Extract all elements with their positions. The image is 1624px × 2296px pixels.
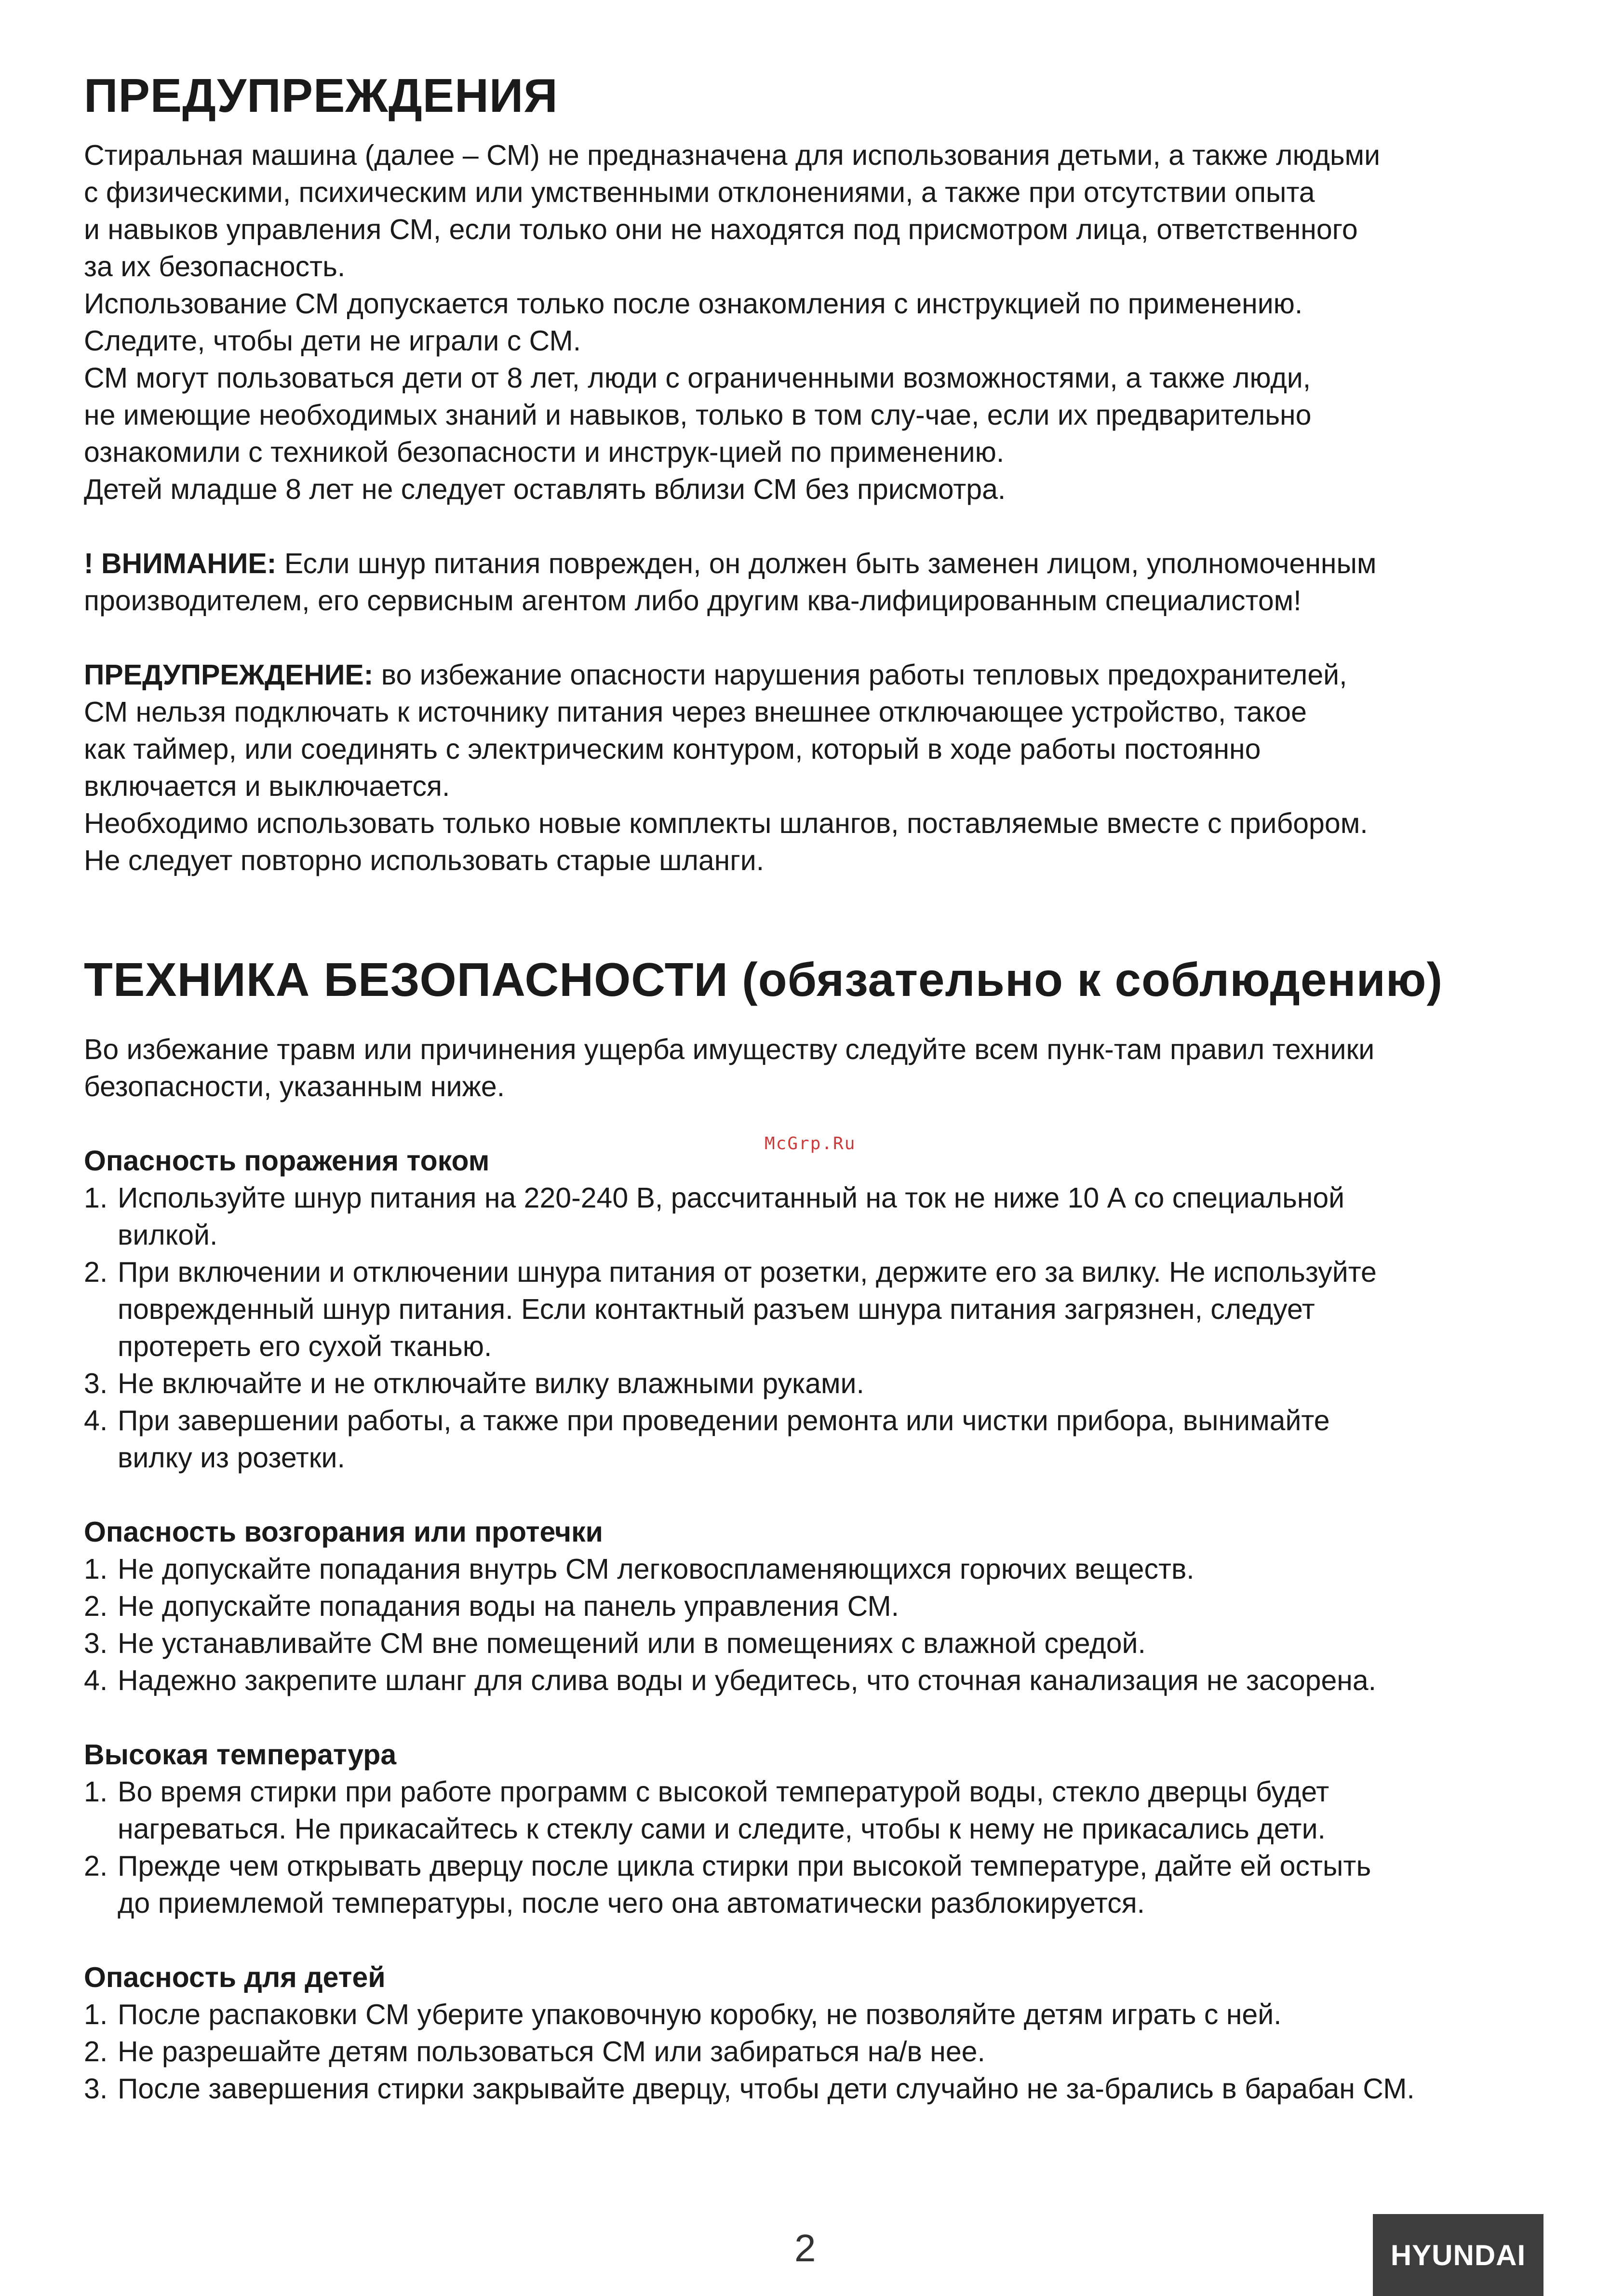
list-item-number: 4.	[84, 1665, 108, 1697]
list-item-text: При включении и отключении шнура питания от розетки, держите его за вилку. Не используйте поврежденный шнур питания. Если контактный разъем шнура питания загрязнен, следует протереть его сухой тканью.	[118, 1256, 1377, 1363]
safety-intro: Во избежание травм или причинения ущерба имуществу следуйте всем пунк-там правил техники безопасности, указанным ниже.	[84, 1034, 1375, 1103]
list-item-text: После завершения стирки закрывайте дверцу, чтобы дети случайно не за-брались в барабан СМ.	[118, 2073, 1415, 2105]
list-item-text: Не включайте и не отключайте вилку влажными руками.	[118, 1368, 864, 1400]
list-item-text: Не устанавливайте СМ вне помещений или в помещениях с влажной средой.	[118, 1627, 1146, 1660]
list-item-number: 1.	[84, 1999, 108, 2031]
warning-text: во избежание опасности нарушения работы тепловых предохранителей, СМ нельзя подключать к источнику питания через внешнее отключающее устройство, такое как таймер, или соединять с электрическим контуром, который в ходе работы постоянно включается и выключается. Необходимо использовать только новые комплекты шлангов, поставляемые вместе с прибором. Не следует повторно использовать старые шланги.	[84, 658, 1368, 876]
document-page	[84, 67, 1559, 2108]
list-item-text: Надежно закрепите шланг для слива воды и убедитесь, что сточная канализация не засорена.	[118, 1665, 1377, 1697]
list-item-number: 2.	[84, 2036, 108, 2068]
list-item-number: 2.	[84, 1256, 108, 1289]
spacer	[84, 1699, 1559, 1736]
attention-label: ! ВНИМАНИЕ:	[84, 547, 277, 579]
list-item-number: 1.	[84, 1182, 108, 1214]
list-item-text: Используйте шнур питания на 220-240 В, рассчитанный на ток не ниже 10 А со специальной вилкой.	[118, 1182, 1345, 1251]
spacer	[84, 1477, 1559, 1514]
spacer	[84, 508, 1559, 545]
list-item	[84, 1996, 1559, 2033]
safety-list	[84, 1773, 1559, 1922]
list-item	[84, 1848, 1559, 1922]
list-item	[84, 1773, 1559, 1848]
spacer	[84, 1922, 1559, 1959]
list-item-number: 3.	[84, 1627, 108, 1660]
safety-list	[84, 1996, 1559, 2108]
list-item-number: 1.	[84, 1776, 108, 1808]
list-item	[84, 1365, 1559, 1402]
list-item-number: 2.	[84, 1850, 108, 1882]
group-heading: Опасность для детей	[84, 1961, 386, 1994]
list-item	[84, 1588, 1559, 1625]
list-item	[84, 1662, 1559, 1699]
group-heading: Высокая температура	[84, 1739, 397, 1771]
list-item	[84, 1254, 1559, 1365]
watermark-text: McGrp.Ru	[765, 1134, 856, 1154]
safety-groups	[84, 1105, 1559, 2108]
list-item	[84, 1180, 1559, 1254]
list-item-text: Не разрешайте детям пользоваться СМ или забираться на/в нее.	[118, 2036, 985, 2068]
list-item	[84, 1625, 1559, 1662]
list-item-text: Прежде чем открывать дверцу после цикла стирки при высокой температуре, дайте ей остыть до приемлемой температуры, после чего она автоматически разблокируется.	[118, 1850, 1371, 1920]
group-heading: Опасность возгорания или протечки	[84, 1516, 603, 1548]
list-item-text: При завершении работы, а также при проведении ремонта или чистки прибора, вынимайте вилку из розетки.	[118, 1405, 1330, 1474]
list-item	[84, 1402, 1559, 1477]
hyundai-logo: HYUNDAI	[1373, 2214, 1543, 2296]
list-item-text: Не допускайте попадания воды на панель управления СМ.	[118, 1590, 899, 1623]
list-item-text: Во время стирки при работе программ с высокой температурой воды, стекло дверцы будет нагреваться. Не прикасайтесь к стеклу сами и следите, чтобы к нему не прикасались дети.	[118, 1776, 1329, 1845]
section-title-safety: ТЕХНИКА БЕЗОПАСНОСТИ (обязательно к соблюдению)	[84, 953, 1443, 1006]
list-item-number: 2.	[84, 1590, 108, 1623]
list-item-number: 1.	[84, 1553, 108, 1585]
page-number: 2	[794, 2227, 816, 2269]
group-heading: Опасность поражения током	[84, 1145, 490, 1177]
safety-list	[84, 1180, 1559, 1477]
list-item-number: 3.	[84, 2073, 108, 2105]
attention-text: Если шнур питания поврежден, он должен быть заменен лицом, уполномоченным производителем, его сервисным агентом либо другим ква-лифицированным специалистом!	[84, 547, 1377, 617]
spacer	[84, 619, 1559, 657]
list-item-text: Не допускайте попадания внутрь СМ легковоспламеняющихся горючих веществ.	[118, 1553, 1195, 1585]
list-item-number: 4.	[84, 1405, 108, 1437]
list-item	[84, 1551, 1559, 1588]
list-item	[84, 2033, 1559, 2070]
warning-paragraph	[84, 657, 1559, 879]
list-item	[84, 2070, 1559, 2108]
list-item-number: 3.	[84, 1368, 108, 1400]
safety-list	[84, 1551, 1559, 1699]
warnings-paragraph: Стиральная машина (далее – СМ) не предназначена для использования детьми, а также людьми с физическими, психическим или умственными отклонениями, а также при отсутствии опыта и навыков управления СМ, если только они не находятся под присмотром лица, ответственного за их безопасность. Использование СМ допускается только после ознакомления с инструкцией по применению. Следите, чтобы дети не играли с СМ. СМ могут пользоваться дети от 8 лет, люди с ограниченными возможностями, а также люди, не имеющие необходимых знаний и навыков, только в том слу-чае, если их предварительно ознакомили с техникой безопасности и инструк-цией по применению. Детей младше 8 лет не следует оставлять вблизи СМ без присмотра.	[84, 139, 1381, 505]
list-item-text: После распаковки СМ уберите упаковочную коробку, не позволяйте детям играть с ней.	[118, 1999, 1282, 2031]
warning-label: ПРЕДУПРЕЖДЕНИЕ:	[84, 658, 374, 691]
attention-paragraph	[84, 545, 1559, 619]
section-title-warnings: ПРЕДУПРЕЖДЕНИЯ	[84, 69, 558, 122]
